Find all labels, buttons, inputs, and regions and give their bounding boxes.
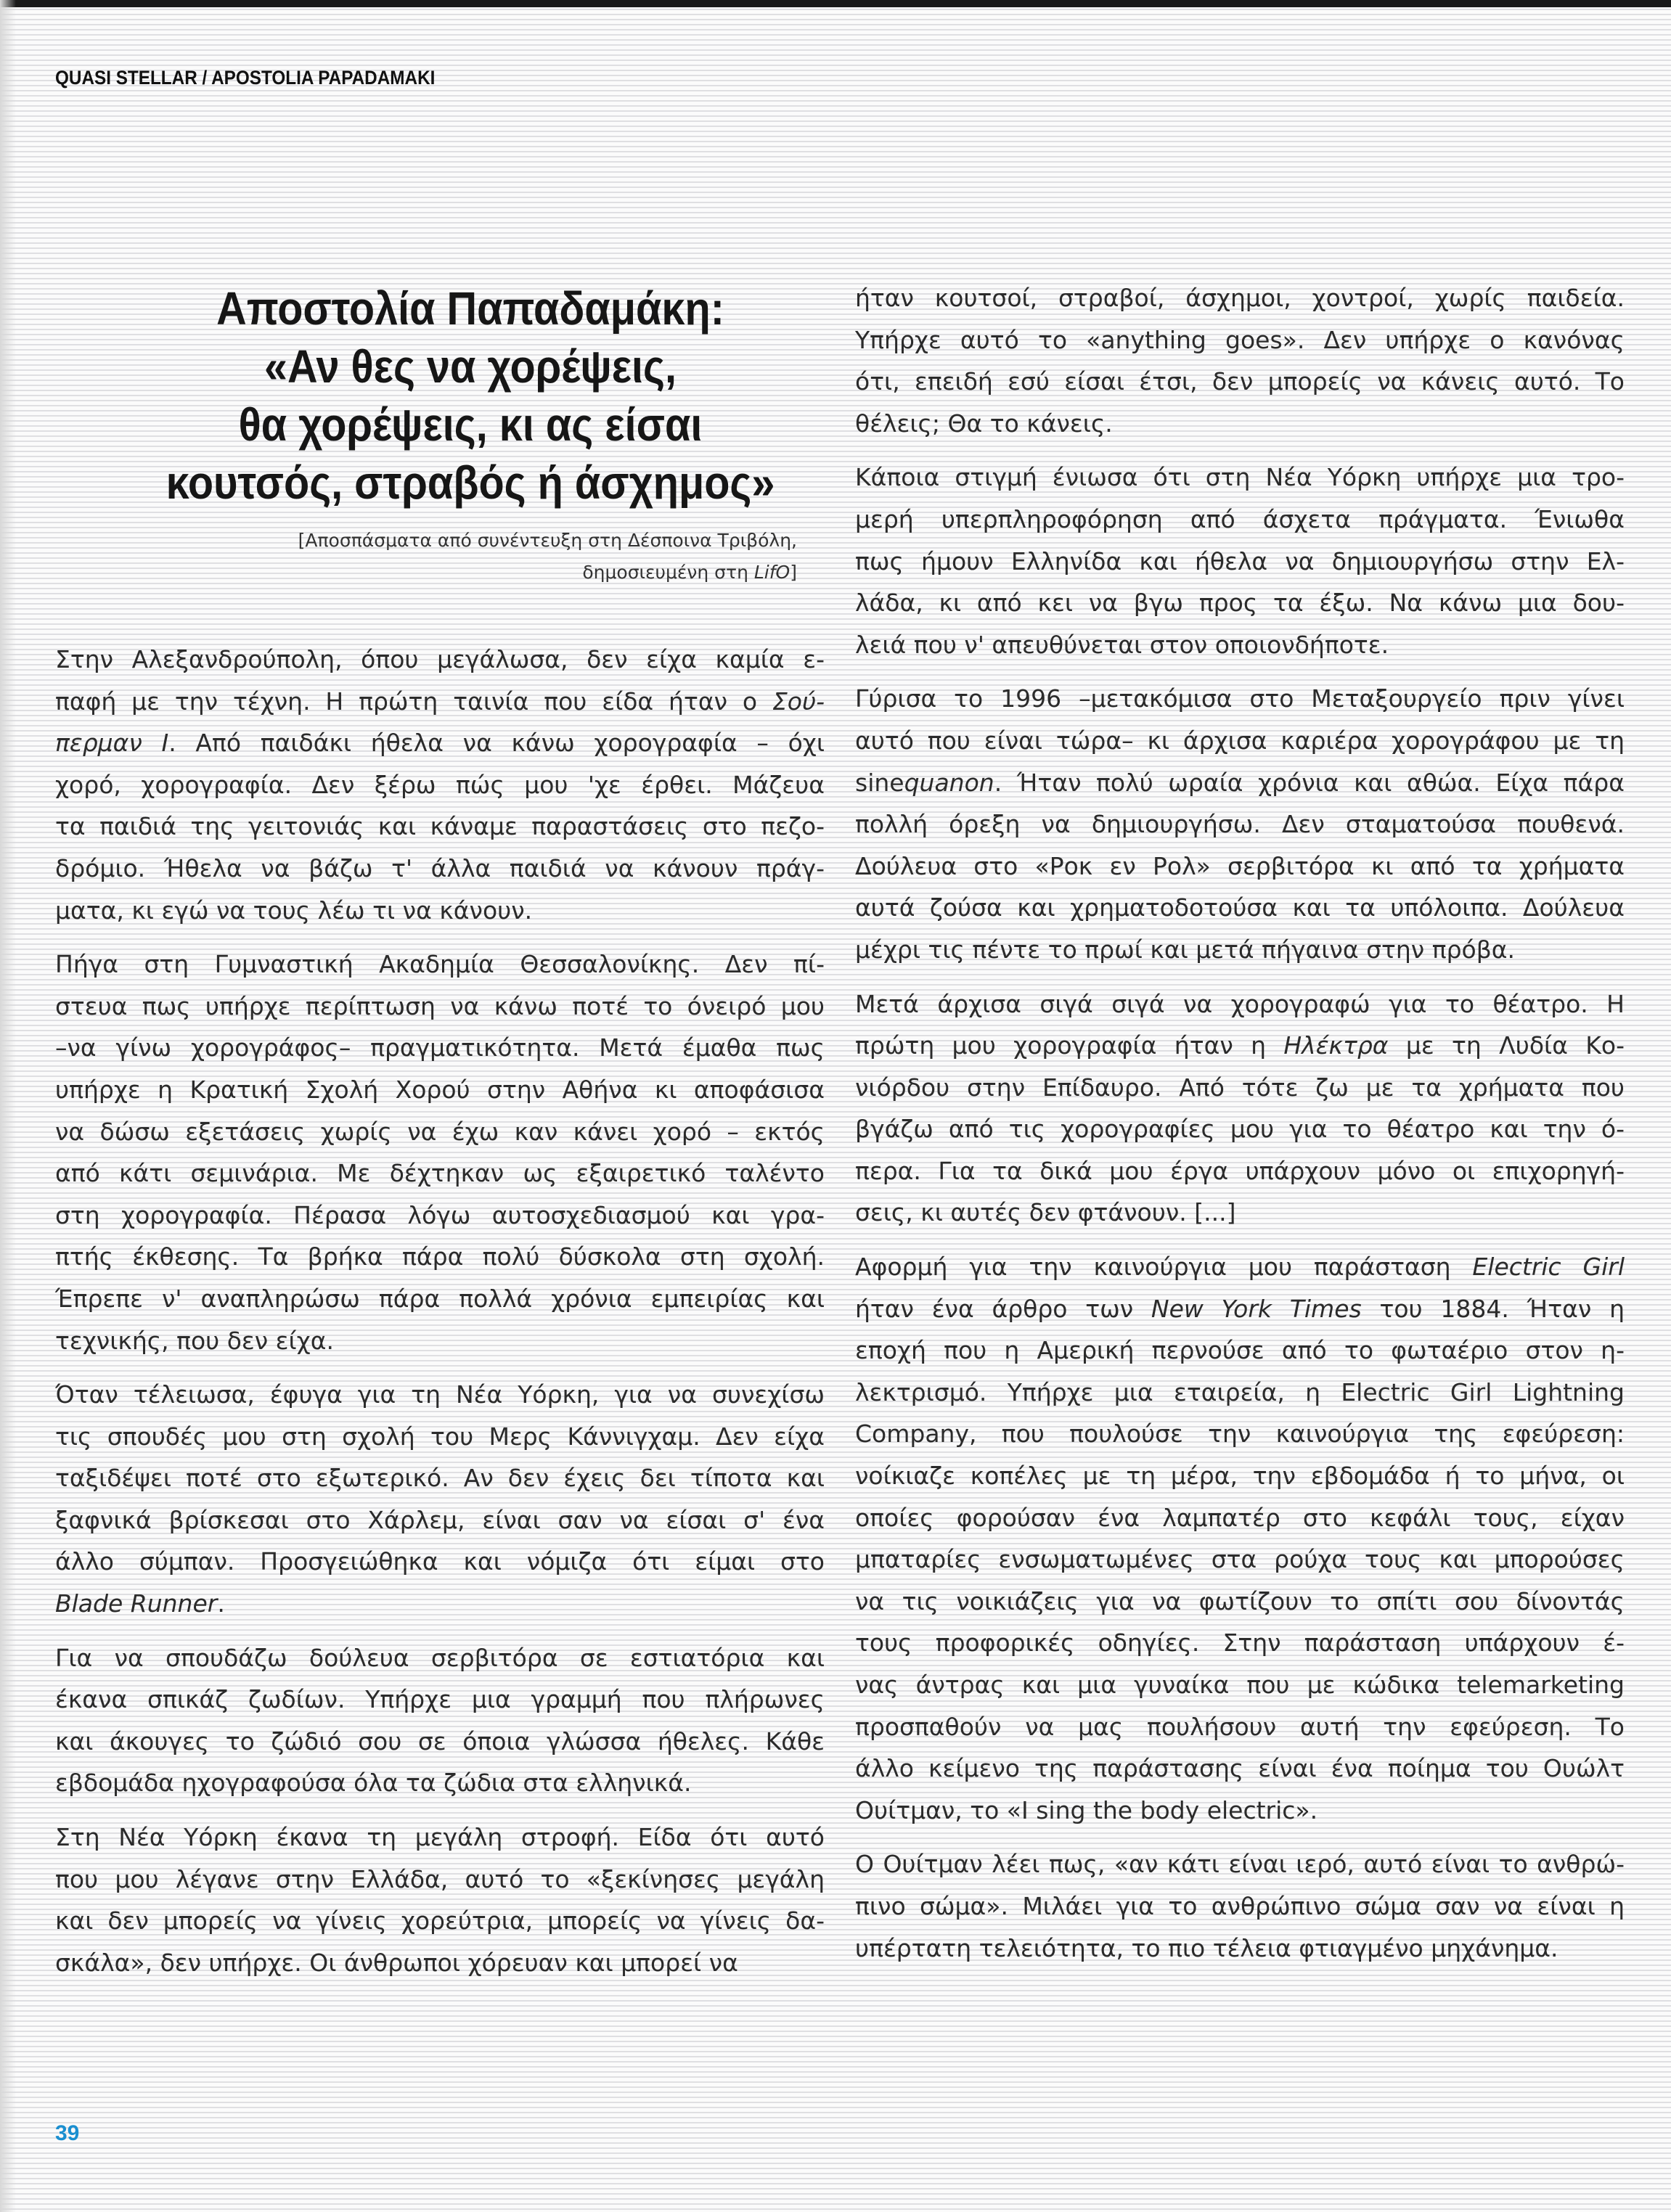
article-title [129, 279, 812, 512]
text-line: υπέρτατη τελειότητα, το πιο τέλεια φτιαγμένο μηχάνημα. [855, 1933, 1558, 1962]
paragraph [855, 678, 1625, 970]
text-line: λεκτρισμό. Υπήρχε μια εταιρεία, η Electric Girl Lightning [855, 1377, 1625, 1406]
text-line: νιόρδου στην Επίδαυρο. Από τότε ζω με τα χρήματα που [855, 1073, 1625, 1102]
text-line: άλλο κείμενο της παράστασης είναι ένα ποίημα του Ουώλτ [855, 1754, 1625, 1783]
text-line: τις σπουδές μου στη σχολή του Μερς Κάννιγχαμ. Δεν είχα [55, 1422, 825, 1451]
text-line: λειά που ν' απευθύνεται στον οποιονδήποτε. [855, 630, 1389, 659]
text-line: από κάτι σεμινάρια. Με δέχτηκαν ως εξαιρετικό ταλέντο [55, 1159, 825, 1188]
text-line: πως ήμουν Ελληνίδα και ήθελα να δημιουργήσω στην Ελ- [855, 546, 1625, 575]
text-line: χορό, χορογραφία. Δεν ξέρω πώς μου 'χε έρθει. Μάζευα [55, 770, 825, 799]
paragraph [55, 1374, 825, 1625]
text-line: Κάποια στιγμή ένιωσα ότι στη Νέα Υόρκη υπήρχε μια τρο- [855, 463, 1625, 492]
text-line: μερή υπερπληροφόρηση από άσχετα πράγματα. Ένιωθα [855, 504, 1625, 533]
text-line: τεχνικής, που δεν είχα. [55, 1326, 334, 1355]
paragraph [855, 456, 1625, 665]
text-line: βγάζω από τις χορογραφίες μου για το θέατρο και την ό- [855, 1115, 1625, 1144]
paragraph [55, 1637, 825, 1804]
source-note-line: [Αποσπάσματα από συνέντευξη στη Δέσποινα Τριβόλη, [298, 530, 797, 551]
page-number: 39 [55, 2121, 80, 2145]
text-line: στη χορογραφία. Πέρασα λόγω αυτοσχεδιασμού και γρα- [55, 1200, 825, 1229]
paragraph [855, 983, 1625, 1234]
text-line: Στην Αλεξανδρούπολη, όπου μεγάλωσα, δεν είχα καμία ε- [55, 645, 825, 673]
text-line: προσπαθούν να μας πουλήσουν αυτή την εφεύρεση. Το [855, 1712, 1625, 1741]
text-line: πολλή όρεξη να δημιουργήσω. Δεν σταματούσα πουθενά. [855, 810, 1625, 839]
text-line: να τις νοικιάζεις για να φωτίζουν το σπίτι σου δίνοντάς [855, 1586, 1625, 1615]
text-line: υπήρχε η Κρατική Σχολή Χορού στην Αθήνα κι αποφάσισα [55, 1075, 825, 1104]
paragraph [55, 943, 825, 1361]
text-line: να δώσω εξετάσεις χωρίς να έχω καν κάνει χορό – εκτός [55, 1117, 825, 1146]
paragraph [855, 277, 1625, 444]
binding-shadow [0, 0, 16, 2212]
text-line: μπαταρίες ενσωματωμένες στα ρούχα τους και μπορούσες [855, 1545, 1625, 1574]
text-line: sinequanon. Ήταν πολύ ωραία χρόνια και αθώα. Είχα πάρα [855, 768, 1625, 797]
text-line: ματα, κι εγώ να τους λέω τι να κάνουν. [55, 896, 533, 925]
title-line: «Αν θες να χορέψεις, [264, 340, 677, 393]
text-line: Πήγα στη Γυμναστική Ακαδημία Θεσσαλονίκης. Δεν πί- [55, 950, 825, 979]
text-line: αυτό που είναι τώρα– κι άρχισα καριέρα χορογράφου με τη [855, 726, 1625, 755]
text-line: περμαν Ι. Από παιδάκι ήθελα να κάνω χορογραφία – όχι [55, 729, 825, 758]
text-line: ήταν ένα άρθρο των New York Times του 1884. Ήταν η [855, 1294, 1625, 1323]
text-line: που μου λέγανε στην Ελλάδα, αυτό το «ξεκίνησες μεγάλη [55, 1864, 825, 1893]
text-line: Company, που πουλούσε την καινούργια της εφεύρεση: [855, 1420, 1625, 1449]
text-line: παφή με την τέχνη. Η πρώτη ταινία που είδα ήταν ο Σού- [55, 687, 825, 716]
paragraph [55, 1816, 825, 1983]
title-line: θα χορέψεις, κι ας είσαι [238, 398, 703, 451]
text-line: οποίες φορούσαν ένα λαμπατέρ στο κεφάλι τους, είχαν [855, 1503, 1625, 1532]
text-line: νας άντρας και μια γυναίκα που με κώδικα telemarketing [855, 1671, 1625, 1699]
text-line: έκανα σπικάζ ζωδίων. Υπήρχε μια γραμμή που πλήρωνες [55, 1685, 825, 1714]
running-head: QUASI STELLAR / APOSTOLIA PAPADAMAKI [55, 67, 436, 89]
text-line: Μετά άρχισα σιγά σιγά να χορογραφώ για το θέατρο. Η [855, 989, 1625, 1018]
text-line: Έπρεπε ν' αναπληρώσω πάρα πολλά χρόνια εμπειρίας και [55, 1284, 825, 1313]
text-line: πινο σώμα». Μιλάει για το ανθρώπινο σώμα σαν να είναι η [855, 1891, 1625, 1920]
text-line: άλλο σύμπαν. Προσγειώθηκα και νόμιζα ότι είμαι στο [55, 1547, 825, 1576]
text-line: θέλεις; Θα το κάνεις. [855, 409, 1113, 438]
text-line: νοίκιαζε κοπέλες με τη μέρα, την εβδομάδα ή το μήνα, οι [855, 1462, 1625, 1491]
text-line: Αφορμή για την καινούργια μου παράσταση Electric Girl [855, 1253, 1625, 1282]
text-line: Όταν τέλειωσα, έφυγα για τη Νέα Υόρκη, για να συνεχίσω [55, 1380, 825, 1409]
text-line: Ουίτμαν, το «I sing the body electric». [855, 1795, 1318, 1824]
text-line: τους προφορικές οδηγίες. Στην παράσταση υπάρχουν έ- [855, 1629, 1625, 1658]
text-line: και άκουγες το ζώδιό σου σε όποια γλώσσα ήθελες. Κάθε [55, 1726, 825, 1756]
text-line: μέχρι τις πέντε το πρωί και μετά πήγαινα στην πρόβα. [855, 935, 1516, 964]
text-line: δρόμιο. Ήθελα να βάζω τ' άλλα παιδιά να κάνουν πράγ- [55, 853, 825, 882]
text-line: Ο Ουίτμαν λέει πως, «αν κάτι είναι ιερό, αυτό είναι το ανθρώ- [855, 1850, 1625, 1879]
text-line: στευα πως υπήρχε περίπτωση να κάνω ποτέ το όνειρό μου [55, 991, 825, 1020]
text-line: Γύρισα το 1996 –μετακόμισα στο Μεταξουργείο πριν γίνει [855, 684, 1625, 713]
text-line: σκάλα», δεν υπήρχε. Οι άνθρωποι χόρευαν και μπορεί να [55, 1948, 738, 1977]
text-line: πτής έκθεσης. Τα βρήκα πάρα πολύ δύσκολα στη σχολή. [55, 1242, 825, 1271]
article-source-note [129, 525, 797, 589]
text-line: λάδα, κι από κει να βγω προς τα έξω. Να κάνω μια δου- [855, 589, 1625, 618]
text-line: Δούλευα στο «Ροκ εν Ρολ» σερβιτόρα κι από τα χρήματα [855, 851, 1625, 880]
source-note-line: δημοσιευμένη στη LifO] [582, 562, 797, 583]
text-line: ότι, επειδή εσύ είσαι έτσι, δεν μπορείς να κάνεις αυτό. Το [855, 367, 1625, 396]
text-line: εποχή που η Αμερική περνούσε από το φωταέριο στον η- [855, 1336, 1625, 1365]
text-line: Υπήρχε αυτό το «anything goes». Δεν υπήρχε ο κανόνας [855, 325, 1625, 354]
right-column [855, 277, 1625, 1981]
text-line: Στη Νέα Υόρκη έκανα τη μεγάλη στροφή. Είδα ότι αυτό [55, 1823, 825, 1852]
top-rule [0, 0, 1671, 7]
title-line: Αποστολία Παπαδαμάκη: [216, 282, 724, 335]
text-line: ήταν κουτσοί, στραβοί, άσχημοι, χοντροί, χωρίς παιδεία. [855, 284, 1625, 312]
title-line: κουτσός, στραβός ή άσχημος» [166, 456, 775, 509]
text-line: –να γίνω χορογράφος– πραγματικότητα. Μετά έμαθα πως [55, 1033, 825, 1062]
paragraph [855, 1843, 1625, 1969]
text-line: πρώτη μου χορογραφία ήταν η Ηλέκτρα με τη Λυδία Κο- [855, 1031, 1625, 1060]
text-line: εβδομάδα ηχογραφούσα όλα τα ζώδια στα ελληνικά. [55, 1769, 692, 1798]
text-line: Για να σπουδάζω δούλευα σερβιτόρα σε εστιατόρια και [55, 1643, 825, 1672]
paragraph [55, 639, 825, 931]
text-line: και δεν μπορείς να γίνεις χορεύτρια, μπορείς να γίνεις δα- [55, 1906, 825, 1936]
text-line: τα παιδιά της γειτονιάς και κάναμε παραστάσεις στο πεζο- [55, 812, 825, 841]
text-line: σεις, κι αυτές δεν φτάνουν. [...] [855, 1198, 1236, 1227]
text-line: περα. Για τα δικά μου έργα υπάρχουν μόνο οι επιχορηγή- [855, 1156, 1625, 1185]
paragraph [855, 1246, 1625, 1831]
text-line: Blade Runner. [55, 1589, 225, 1618]
text-line: ξαφνικά βρίσκεσαι στο Χάρλεμ, είναι σαν να είσαι σ' ένα [55, 1505, 825, 1534]
text-line: αυτά ζούσα και χρηματοδοτούσα και τα υπόλοιπα. Δούλευα [855, 893, 1625, 922]
text-line: ταξιδέψει ποτέ στο εξωτερικό. Αν δεν έχεις δει τίποτα και [55, 1464, 825, 1493]
left-column [55, 639, 825, 1996]
